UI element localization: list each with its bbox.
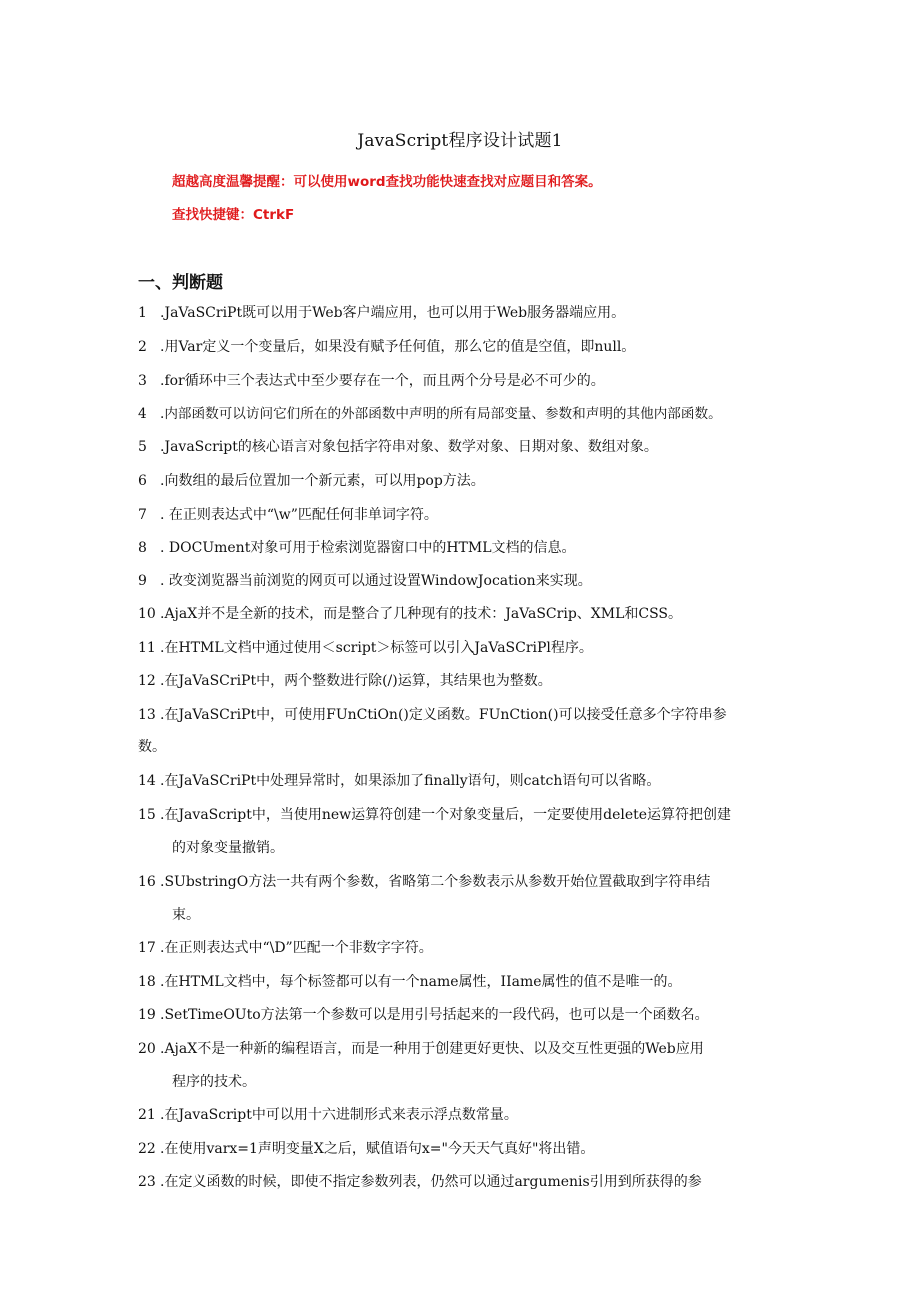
question-number: 4 xyxy=(138,406,147,422)
question-text: .在JavaScript中可以用十六进制形式来表示浮点数常量。 xyxy=(160,1107,518,1123)
question-text: .AjaX不是一种新的编程语言，而是一种用于创建更好更快、以及交互性更强的Web应用 xyxy=(160,1041,704,1057)
question-text: .在正则表达式中“\D”匹配一个非数字字符。 xyxy=(160,940,433,956)
question-text: .JaVaSCriPt既可以用于Web客户端应用，也可以用于Web服务器端应用。 xyxy=(160,305,626,321)
question-number: 21 xyxy=(138,1107,156,1123)
question-text: .for循环中三个表达式中至少要存在一个，而且两个分号是必不可少的。 xyxy=(160,373,605,389)
question-number: 20 xyxy=(138,1041,156,1057)
question-number: 19 xyxy=(138,1007,156,1023)
question-continuation: 数。 xyxy=(138,739,166,755)
section-heading-true-false: 一、判断题 xyxy=(138,273,223,293)
question-item xyxy=(138,1039,704,1059)
question-item xyxy=(138,337,635,357)
question-text: .在HTML文档中，每个标签都可以有一个name属性，IIame属性的值不是唯一的。 xyxy=(160,974,682,990)
notice-reminder: 超越高度温馨提醒：可以使用word查找功能快速查找对应题目和答案。 xyxy=(172,174,602,190)
question-item xyxy=(138,1139,594,1159)
question-text: .AjaX并不是全新的技术，而是整合了几种现有的技术：JaVaSCrip、XML和CSS。 xyxy=(160,606,683,622)
question-item xyxy=(138,604,682,624)
question-item xyxy=(138,571,592,591)
question-item xyxy=(138,471,485,491)
question-number: 18 xyxy=(138,974,156,990)
question-text: .在JaVaSCriPt中，两个整数进行除(/)运算，其结果也为整数。 xyxy=(160,673,552,689)
question-item xyxy=(138,671,552,691)
question-number: 8 xyxy=(138,540,147,556)
question-item xyxy=(138,638,593,658)
question-number: 15 xyxy=(138,807,156,823)
question-number: 1 xyxy=(138,305,147,321)
question-text: .内部函数可以访问它们所在的外部函数中声明的所有局部变量、参数和声明的其他内部函数。 xyxy=(160,406,722,422)
question-text: .JavaScript的核心语言对象包括字符串对象、数学对象、日期对象、数组对象。 xyxy=(160,439,658,455)
question-number: 3 xyxy=(138,373,147,389)
question-text: .在HTML文档中通过使用＜script＞标签可以引入JaVaSCriPl程序。 xyxy=(160,640,593,656)
question-item xyxy=(138,1172,702,1192)
question-text: .在JaVaSCriPt中处理异常时，如果添加了finally语句，则catch语句可以省略。 xyxy=(160,773,661,789)
question-continuation: 束。 xyxy=(172,907,200,923)
question-text: . DOCUment对象可用于检索浏览器窗口中的HTML文档的信息。 xyxy=(160,540,576,556)
question-number: 22 xyxy=(138,1141,156,1157)
question-item xyxy=(138,705,727,725)
question-item xyxy=(138,303,625,323)
question-number: 23 xyxy=(138,1174,156,1190)
question-text: .在使用varx=1声明变量X之后，赋值语句x="今天天气真好"将出错。 xyxy=(160,1141,595,1157)
notice-shortcut: 查找快捷键：CtrkF xyxy=(172,207,295,223)
question-number: 11 xyxy=(138,640,156,656)
question-number: 17 xyxy=(138,940,156,956)
question-text: .在JavaScript中，当使用new运算符创建一个对象变量后，一定要使用delete运算符把创建 xyxy=(160,807,732,823)
question-text: .SetTimeOUto方法第一个参数可以是用引号括起来的一段代码，也可以是一个函数名。 xyxy=(160,1007,709,1023)
question-continuation: 的对象变量撤销。 xyxy=(172,840,284,856)
question-text: .在JaVaSCriPt中，可使用FUnCtiOn()定义函数。FUnCtion()可以接受任意多个字符串参 xyxy=(160,707,727,723)
question-text: .在定义函数的时候，即使不指定参数列表，仍然可以通过argumenis引用到所获得的参 xyxy=(160,1174,702,1190)
question-continuation: 程序的技术。 xyxy=(172,1074,256,1090)
question-text: . 改变浏览器当前浏览的网页可以通过设置WindowJocation来实现。 xyxy=(160,573,592,589)
question-item xyxy=(138,505,438,525)
question-item xyxy=(138,437,658,457)
question-text: .SUbstringO方法一共有两个参数，省略第二个参数表示从参数开始位置截取到字符串结 xyxy=(160,874,711,890)
document-title: JavaScript程序设计试题1 xyxy=(357,131,563,151)
question-text: .向数组的最后位置加一个新元素，可以用pop方法。 xyxy=(160,473,485,489)
question-number: 12 xyxy=(138,673,156,689)
question-item xyxy=(138,972,682,992)
question-number: 9 xyxy=(138,573,147,589)
question-item xyxy=(138,872,710,892)
question-number: 16 xyxy=(138,874,156,890)
question-number: 6 xyxy=(138,473,147,489)
question-item xyxy=(138,371,605,391)
question-item xyxy=(138,404,722,424)
question-number: 10 xyxy=(138,606,156,622)
question-number: 2 xyxy=(138,339,147,355)
question-item xyxy=(138,771,660,791)
question-item xyxy=(138,805,731,825)
question-item xyxy=(138,938,433,958)
question-number: 7 xyxy=(138,507,147,523)
question-number: 13 xyxy=(138,707,156,723)
question-item xyxy=(138,1005,709,1025)
question-text: .用Var定义一个变量后，如果没有赋予任何值，那么它的值是空值，即null。 xyxy=(160,339,636,355)
question-text: . 在正则表达式中“\w”匹配任何非单词字符。 xyxy=(160,507,438,523)
question-item xyxy=(138,1105,518,1125)
question-number: 5 xyxy=(138,439,147,455)
question-item xyxy=(138,538,576,558)
question-number: 14 xyxy=(138,773,156,789)
